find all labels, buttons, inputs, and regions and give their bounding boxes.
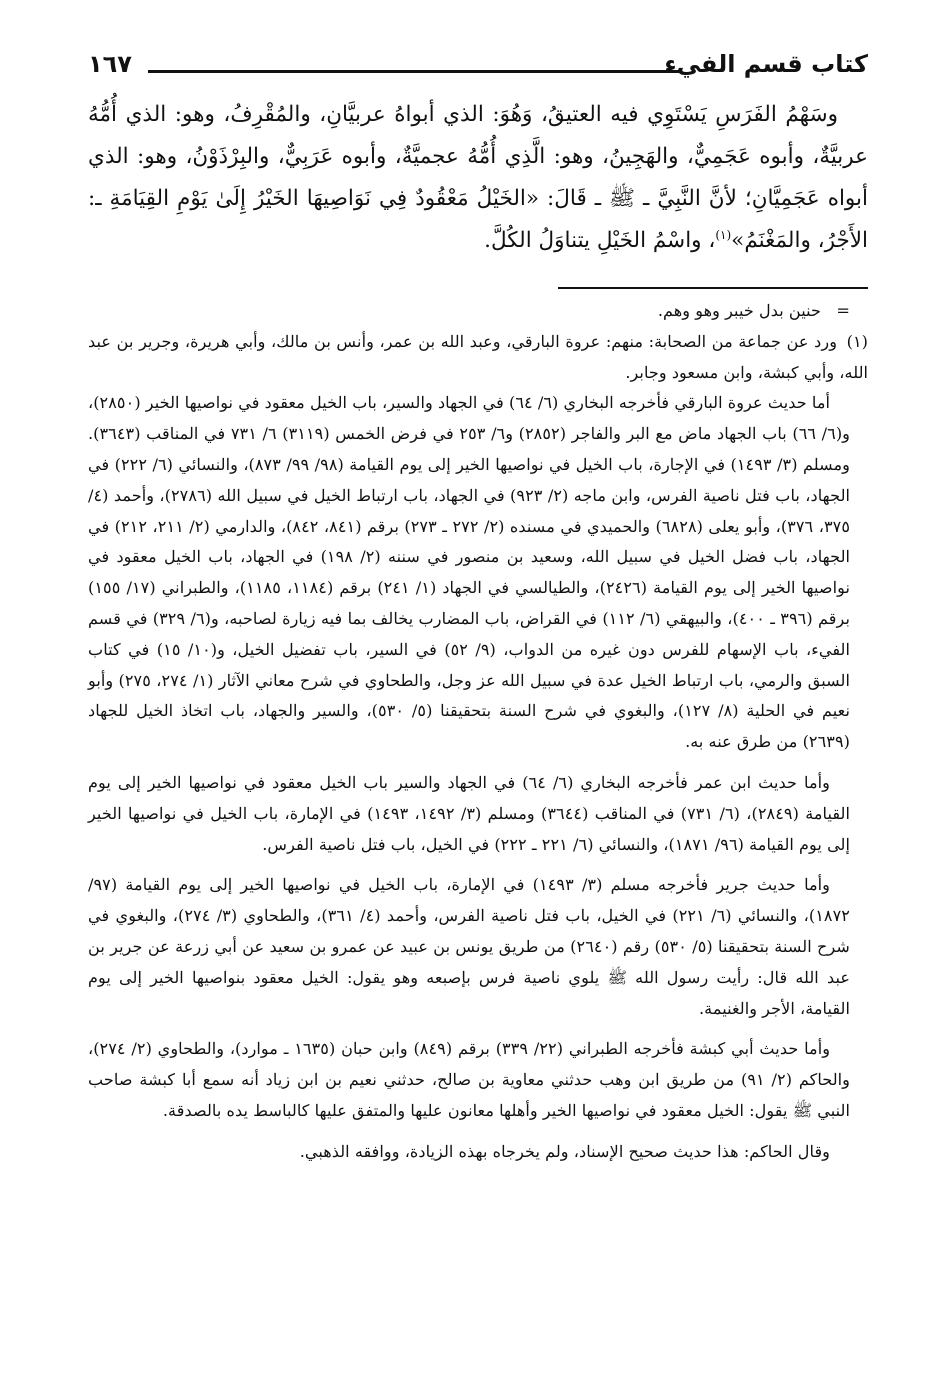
footnote-hakim: وقال الحاكم: هذا حديث صحيح الإسناد، ولم يخرجاه بهذه الزيادة، ووافقه الذهبي. (299, 1141, 830, 1161)
footnote-abu-kabsha: وأما حديث أبي كبشة فأخرجه الطبراني (٢٢/ ٣٣٩) برقم (٨٤٩) وابن حبان (١٦٣٥ ـ موارد)، والطحاوي (٢/ ٢٧٤)، والحاكم (٢/ ٩١) من طريق ابن وهب حدثني معاوية بن صالح، حدثني نعيم بن ابن زياد أنه سمع أبا كبشة صاحب النبي ﷺ يقول: الخيل معقود في نواصيها الخير وأهلها معانون عليها والمتفق عليها كالباسط يده بالصدقة. (88, 1039, 850, 1120)
footnotes (88, 296, 868, 1168)
page-header (88, 50, 868, 86)
footnote-1-intro-text: ورد عن جماعة من الصحابة: منهم: عروة البارقي، وعبد الله بن عمر، وأنس بن مالك، وأبي هريرة، وجرير بن عبد الله، وأبي كبشة، وابن مسعود وجابر. (88, 331, 868, 382)
footnote-1-marker: (١) (846, 331, 868, 351)
carryover-text: حنين بدل خيبر وهو وهم. (657, 301, 821, 320)
footnote-carryover (88, 296, 868, 327)
footnote-urwa: أما حديث عروة البارقي فأخرجه البخاري (٦/ ٦٤) في الجهاد والسير، باب الخيل معقود في نواصيها الخير (٢٨٥٠)، و(٦/ ٦٦) باب الجهاد ماض مع البر والفاجر (٢٨٥٢) و٦/ ٢٥٣ في فرض الخمس (٣١١٩) ٦/ ٧٣١ في المناقب (٣٦٤٣). ومسلم (٣/ ١٤٩٣) في الإجارة، باب الخيل في نواصيها الخير إلى يوم القيامة (٩٨/ ٩٩/ ٨٧٣)، والنسائي (٦/ ٢٢٢) في الجهاد، باب فتل ناصية الفرس، وابن ماجه (٢/ ٩٢٣) في الجهاد، باب ارتباط الخيل في سبيل الله (٢٧٨٦)، وأحمد (٤/ ٣٧٥، ٣٧٦)، وأبو يعلى (٦٨٢٨) والحميدي في مسنده (٢/ ٢٧٢ ـ ٢٧٣) برقم (٨٤١، ٨٤٢)، والدارمي (٢/ ٢١١، ٢١٢) في الجهاد، باب فضل الخيل في سبيل الله، وسعيد بن منصور في سننه (٢/ ١٩٨) في الجهاد، باب الخيل معقود في نواصيها الخير إلى يوم القيامة (٢٤٢٦)، والطيالسي في الجهاد (١/ ٢٤١) برقم (١١٨٤، ١١٨٥)، والطبراني (١٧/ ١٥٥) برقم (٣٩٦ ـ ٤٠٠)، والبيهقي (٦/ ١١٢) في القراض، باب المضارب يخالف بما فيه زيارة لصاحبه، و(٦/ ٣٢٩) في قسم الفيء، باب الإسهام للفرس دون غيره من الدواب، (٩/ ٥٢) في السير، باب تفضيل الخيل، و(١٠/ ١٥) في كتاب السبق والرمي، باب ارتباط الخيل عدة في سبيل الله عز وجل، والطحاوي في شرح معاني الآثار (١/ ٢٧٤، ٢٧٥) وأبو نعيم في الحلية (٨/ ١٢٧)، والبغوي في شرح السنة بتحقيقنا (٥/ ٥٣٠)، والسير والجهاد، باب اتخاذ الخيل للجهاد (٢٦٣٩) من طرق عنه به. (88, 393, 851, 752)
main-paragraph-end: ، واسْمُ الخَيْلِ يتناوَلُ الكُلَّ. (484, 228, 716, 253)
main-paragraph-text: وسَهْمُ الفَرَسِ يَسْتَوِي فيه العتيقُ، وَهُوَ: الذي أبواهُ عربيَّانِ، والمُقْرِفُ، وهو: الذي أُمُّهُ عربيَّةٌ، وأبوه عَجَمِيٌّ، والهَجِينُ، وهو: الَّذِي أُمُّهُ عجميَّةٌ، وأبوه عَرَبِيٌّ، والبِرْذَوْنُ، وهو: الذي أبواه عَجَمِيَّانِ؛ لأنَّ النَّبِيَّ ـ ﷺ ـ قَالَ: «الخَيْلُ مَعْقُودٌ فِي نَوَاصِيهَا الخَيْرُ إِلَىٰ يَوْمِ القِيَامَةِ ـ: الأَجْرُ، والمَغْنَمُ» (88, 102, 868, 253)
main-text (88, 94, 868, 262)
footnote-1-intro (88, 327, 868, 389)
footnote-ibn-umar: وأما حديث ابن عمر فأخرجه البخاري (٦/ ٦٤) في الجهاد والسير باب الخيل معقود في نواصيها الخير إلى يوم القيامة (٢٨٤٩)، (٦/ ٧٣١) في المناقب (٣٦٤٤) ومسلم (٣/ ١٤٩٢، ١٤٩٣) في الإمارة، باب الخيل في نواصيها الخير إلى يوم القيامة (٩٦/ ١٨٧١)، والنسائي (٦/ ٢٢١ ـ ٢٢٢) في الخيل، باب فتل ناصية الفرس. (88, 772, 850, 854)
main-paragraph (88, 94, 868, 262)
carryover-mark: = (836, 301, 850, 320)
page-number: ١٦٧ (88, 50, 132, 78)
header-rule (148, 70, 682, 73)
footnote-reference: (١) (715, 227, 732, 242)
footnote-separator (558, 287, 868, 289)
footnote-jarir: وأما حديث جرير فأخرجه مسلم (٣/ ١٤٩٣) في الإمارة، باب الخيل في نواصيها الخير إلى يوم القيامة (٩٧/ ١٨٧٢)، والنسائي (٦/ ٢٢١) في الخيل، باب فتل ناصية الفرس، وأحمد (٤/ ٣٦١)، والطحاوي (٣/ ٢٧٤)، والبغوي في شرح السنة بتحقيقنا (٥/ ٥٣٠) رقم (٢٦٤٠) من طريق يونس بن عبيد عن عمرو بن سعيد عن أبي زرعة عن جرير بن عبد الله قال: رأيت رسول الله ﷺ يلوي ناصية فرس بإصبعه وهو يقول: الخيل معقود بنواصيها الخير إلى يوم القيامة، الأجر والغنيمة. (88, 875, 850, 1018)
running-title: كتاب قسم الفيء (664, 50, 868, 78)
